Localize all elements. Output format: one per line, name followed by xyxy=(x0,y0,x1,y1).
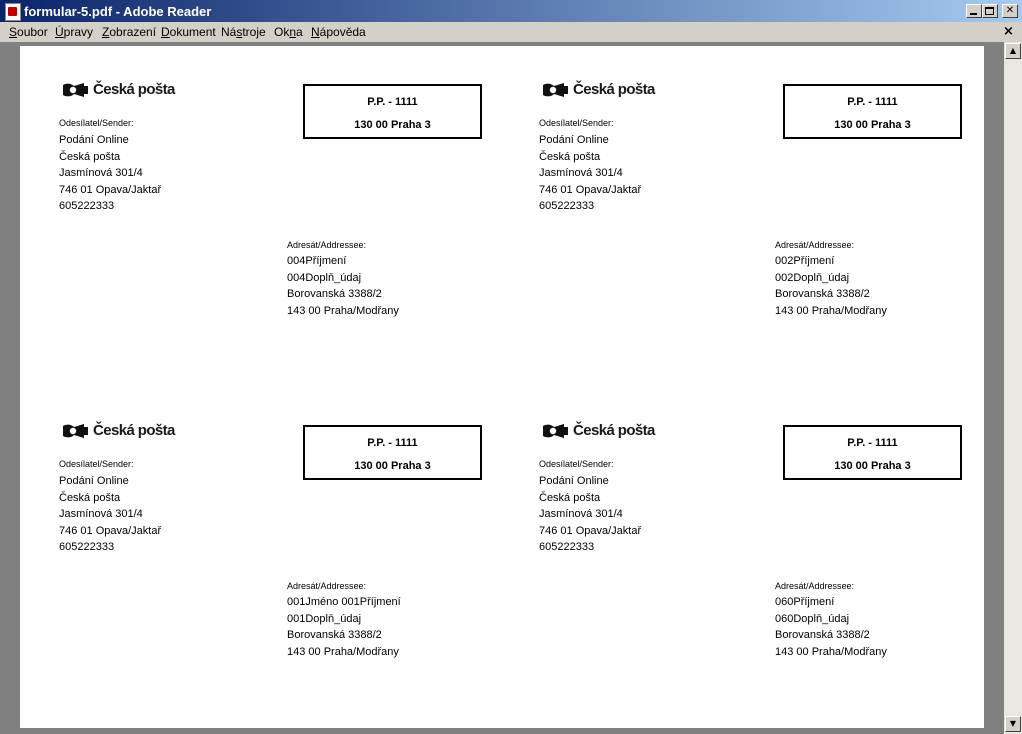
sender-line: 746 01 Opava/Jaktař xyxy=(539,183,642,196)
close-window-button[interactable] xyxy=(1002,4,1018,18)
menu-bar xyxy=(0,22,1022,42)
logo-text: Česká pošta xyxy=(573,422,655,439)
postage-paid-box xyxy=(783,425,962,480)
logo-text: Česká pošta xyxy=(573,81,655,98)
sender-line: Česká pošta xyxy=(539,491,601,504)
sender-line: Podání Online xyxy=(59,134,129,146)
sender-line: Podání Online xyxy=(539,134,609,146)
addressee-line: 001Jméno 001Příjmení xyxy=(287,596,401,608)
sender-caption: Odesílatel/Sender: xyxy=(59,459,134,469)
maximize-icon xyxy=(985,7,994,15)
addressee-address xyxy=(775,594,887,660)
sender-address xyxy=(539,132,641,215)
arrow-down-icon: ▼ xyxy=(1009,719,1017,728)
minimize-button[interactable] xyxy=(966,4,982,18)
addressee-line: 002Doplň_údaj xyxy=(775,271,850,284)
scroll-down-button[interactable] xyxy=(1005,716,1021,732)
sender-line: Jasmínová 301/4 xyxy=(539,508,623,521)
addressee-caption: Adresát/Addressee: xyxy=(775,581,855,591)
sender-address xyxy=(59,132,161,215)
addressee-caption: Adresát/Addressee: xyxy=(775,240,855,250)
sender-line: Česká pošta xyxy=(59,491,121,504)
postage-paid-office: 130 00 Praha 3 xyxy=(834,460,911,472)
menu-zobrazeni[interactable]: Zobrazení xyxy=(102,25,157,39)
sender-caption: Odesílatel/Sender: xyxy=(59,118,134,128)
menu-dokument[interactable]: Dokument xyxy=(161,25,216,39)
post-horn-icon xyxy=(62,423,90,439)
postage-paid-code: P.P. - 1111 xyxy=(367,96,418,108)
post-horn-icon xyxy=(542,82,570,98)
document-viewport[interactable] xyxy=(0,42,1004,734)
shipping-label xyxy=(500,387,970,717)
addressee-line: 143 00 Praha/Modřany xyxy=(287,304,399,317)
shipping-label xyxy=(20,46,490,376)
addressee-line: 060Příjmení xyxy=(775,596,835,608)
close-document-button[interactable]: × xyxy=(1003,24,1014,39)
sender-line: 605222333 xyxy=(539,200,595,213)
postage-paid-office: 130 00 Praha 3 xyxy=(834,119,911,131)
sender-caption: Odesílatel/Sender: xyxy=(539,459,614,469)
postage-paid-office: 130 00 Praha 3 xyxy=(354,119,431,131)
postage-paid-office: 130 00 Praha 3 xyxy=(354,460,431,472)
sender-line: Jasmínová 301/4 xyxy=(59,508,143,521)
addressee-line: 002Příjmení xyxy=(775,255,835,267)
maximize-button[interactable] xyxy=(982,4,998,18)
addressee-address xyxy=(287,253,399,319)
addressee-line: 060Doplň_údaj xyxy=(775,612,850,625)
menu-napoveda[interactable]: Nápověda xyxy=(311,25,366,39)
sender-line: 605222333 xyxy=(59,541,115,554)
addressee-line: 004Příjmení xyxy=(287,255,347,267)
postage-paid-box xyxy=(303,425,482,480)
post-horn-icon xyxy=(542,423,570,439)
menu-nastroje[interactable]: Nástroje xyxy=(221,25,266,39)
sender-line: Česká pošta xyxy=(59,150,121,163)
logo-text: Česká pošta xyxy=(93,81,175,98)
postage-paid-code: P.P. - 1111 xyxy=(847,437,898,449)
menu-soubor[interactable]: Soubor xyxy=(9,25,48,39)
addressee-line: Borovanská 3388/2 xyxy=(775,629,870,642)
minimize-icon xyxy=(970,13,977,15)
title-bar[interactable] xyxy=(0,0,1022,22)
sender-line: 746 01 Opava/Jaktař xyxy=(539,524,642,537)
vertical-scrollbar[interactable] xyxy=(1004,42,1022,734)
logo-text: Česká pošta xyxy=(93,422,175,439)
addressee-line: 143 00 Praha/Modřany xyxy=(287,645,399,658)
postage-paid-code: P.P. - 1111 xyxy=(367,437,418,449)
addressee-line: 143 00 Praha/Modřany xyxy=(775,304,887,317)
addressee-address xyxy=(775,253,887,319)
addressee-caption: Adresát/Addressee: xyxy=(287,240,367,250)
addressee-line: 143 00 Praha/Modřany xyxy=(775,645,887,658)
addressee-line: 004Doplň_údaj xyxy=(287,271,362,284)
shipping-label xyxy=(20,387,490,717)
scroll-up-button[interactable] xyxy=(1005,43,1021,59)
addressee-address xyxy=(287,594,401,660)
sender-caption: Odesílatel/Sender: xyxy=(539,118,614,128)
window-title: formular-5.pdf - Adobe Reader xyxy=(24,4,212,19)
sender-line: 746 01 Opava/Jaktař xyxy=(59,183,162,196)
sender-line: Podání Online xyxy=(539,475,609,487)
menu-upravy[interactable]: Úpravy xyxy=(55,25,94,39)
sender-line: Podání Online xyxy=(59,475,129,487)
sender-line: 605222333 xyxy=(59,200,115,213)
pdf-page xyxy=(20,46,984,728)
sender-line: 746 01 Opava/Jaktař xyxy=(59,524,162,537)
addressee-caption: Adresát/Addressee: xyxy=(287,581,367,591)
addressee-line: Borovanská 3388/2 xyxy=(775,288,870,301)
sender-line: Česká pošta xyxy=(539,150,601,163)
adobe-reader-app-icon[interactable] xyxy=(5,3,21,21)
sender-line: Jasmínová 301/4 xyxy=(59,167,143,180)
addressee-line: Borovanská 3388/2 xyxy=(287,629,382,642)
postage-paid-code: P.P. - 1111 xyxy=(847,96,898,108)
sender-address xyxy=(539,473,641,556)
sender-line: 605222333 xyxy=(539,541,595,554)
post-horn-icon xyxy=(62,82,90,98)
shipping-label xyxy=(500,46,970,376)
sender-line: Jasmínová 301/4 xyxy=(539,167,623,180)
addressee-line: Borovanská 3388/2 xyxy=(287,288,382,301)
arrow-up-icon: ▲ xyxy=(1009,46,1017,55)
postage-paid-box xyxy=(303,84,482,139)
close-icon: ✕ xyxy=(1005,5,1015,16)
sender-address xyxy=(59,473,161,556)
menu-okna[interactable]: Okna xyxy=(274,25,303,39)
addressee-line: 001Doplň_údaj xyxy=(287,612,362,625)
postage-paid-box xyxy=(783,84,962,139)
